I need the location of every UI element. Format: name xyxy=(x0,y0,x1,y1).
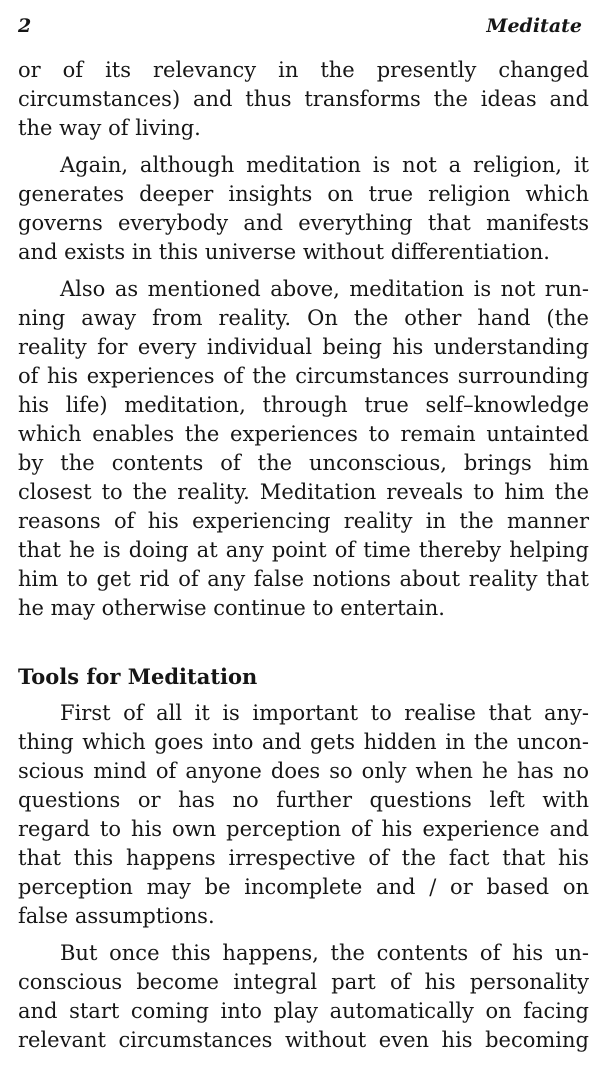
paragraph-4-line-1: First of all it is important to realise that any- xyxy=(60,701,589,725)
paragraph-3-line-11: him to get rid of any false notions about reality that xyxy=(18,567,589,591)
paragraph-2-line-3: governs everybody and everything that manifests xyxy=(18,211,589,235)
paragraph-3-line-1: Also as mentioned above, meditation is not run- xyxy=(60,277,589,301)
paragraph-5-line-3: and start coming into play automatically on facing xyxy=(18,999,589,1023)
paragraph-1-line-3: the way of living. xyxy=(18,116,201,140)
running-head xyxy=(18,14,582,38)
paragraph-1-line-1: or of its relevancy in the presently changed xyxy=(18,58,589,82)
paragraph-3-line-10: that he is doing at any point of time thereby helping xyxy=(18,538,589,562)
paragraph-3-line-7: by the contents of the unconscious, brings him xyxy=(18,451,589,475)
paragraph-4-line-8: false assumptions. xyxy=(18,904,215,928)
paragraph-3-line-4: of his experiences of the circumstances surrounding xyxy=(18,364,589,388)
paragraph-4-line-7: perception may be incomplete and / or based on xyxy=(18,875,589,899)
section-heading: Tools for Meditation xyxy=(18,664,258,689)
paragraph-3-line-3: reality for every individual being his understanding xyxy=(18,335,589,359)
paragraph-4-line-3: scious mind of anyone does so only when he has no xyxy=(18,759,589,783)
paragraph-1-line-2: circumstances) and thus transforms the ideas and xyxy=(18,87,589,111)
paragraph-3-line-9: reasons of his experiencing reality in the manner xyxy=(18,509,589,533)
paragraph-5-line-1: But once this happens, the contents of his un- xyxy=(60,941,589,965)
paragraph-3-line-5: his life) meditation, through true self–knowledge xyxy=(18,393,589,417)
paragraph-3-line-8: closest to the reality. Meditation reveals to him the xyxy=(18,480,589,504)
paragraph-5-line-2: conscious become integral part of his personality xyxy=(18,970,589,994)
paragraph-2-line-4: and exists in this universe without differentiation. xyxy=(18,240,550,264)
paragraph-4-line-6: that this happens irrespective of the fact that his xyxy=(18,846,589,870)
paragraph-4-line-2: thing which goes into and gets hidden in the uncon- xyxy=(18,730,589,754)
paragraph-3-line-6: which enables the experiences to remain untainted xyxy=(18,422,589,446)
paragraph-4-line-5: regard to his own perception of his experience and xyxy=(18,817,589,841)
paragraph-5-line-4: relevant circumstances without even his becoming xyxy=(18,1028,589,1052)
paragraph-2-line-2: generates deeper insights on true religion which xyxy=(18,182,589,206)
paragraph-3-line-12: he may otherwise continue to entertain. xyxy=(18,596,445,620)
page-number: 2 xyxy=(18,15,32,37)
running-title: Meditate xyxy=(486,15,582,37)
paragraph-4-line-4: questions or has no further questions left with xyxy=(18,788,589,812)
paragraph-2-line-1: Again, although meditation is not a religion, it xyxy=(60,153,589,177)
paragraph-3-line-2: ning away from reality. On the other hand (the xyxy=(18,306,589,330)
